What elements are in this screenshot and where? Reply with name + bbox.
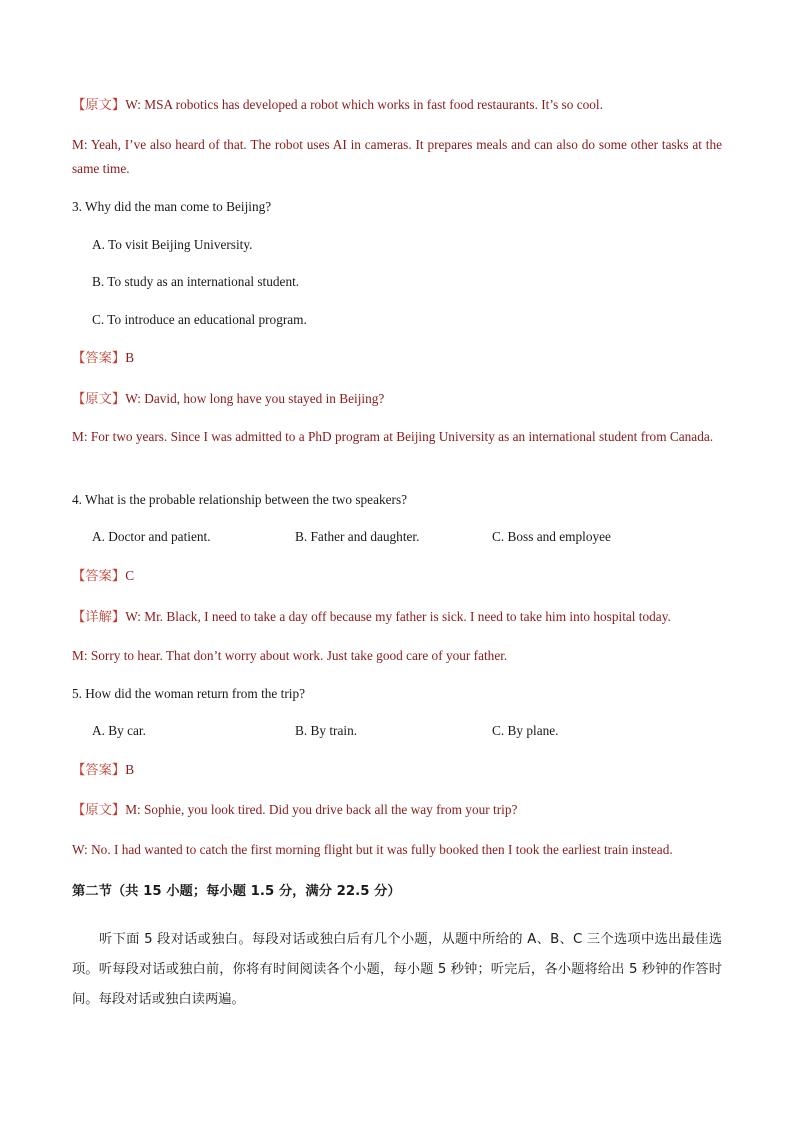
q5-source-w: W: No. I had wanted to catch the first morning flight but it was fully booked then I took the earliest train instead.	[72, 842, 673, 857]
question-3: 3. Why did the man come to Beijing?	[72, 199, 272, 214]
source-tag: 【原文】	[72, 803, 126, 818]
q4-option-a: A. Doctor and patient.	[92, 529, 211, 544]
q3-option-a: A. To visit Beijing University.	[92, 237, 253, 252]
answer-value: B	[125, 350, 135, 365]
section-instructions: 听下面 5 段对话或独白。每段对话或独白后有几个小题，从题中所给的 A、B、C 三个选项中选出最佳选项。听每段对话或独白前，你将有时间阅读各个小题，每小题 5 秒钟；听完后，各小题将给出 5 秒钟的作答时间。每段对话或独白读两遍。	[72, 932, 722, 1007]
source-line-m: M: Yeah, I’ve also heard of that. The robot uses AI in cameras. It prepares meals and can also do some other tasks at the same time.	[72, 137, 722, 176]
answer-tag: 【答案】	[72, 763, 126, 778]
q3-source-w	[72, 390, 384, 409]
source-tag: 【原文】	[72, 98, 126, 113]
q3-source-m: M: For two years. Since I was admitted to a PhD program at Beijing University as an international student from Canada.	[72, 429, 714, 444]
source-tag: 【原文】	[72, 392, 126, 407]
q5-answer	[72, 761, 134, 780]
q5-option-a: A. By car.	[92, 723, 146, 738]
answer-tag: 【答案】	[72, 569, 126, 584]
source-text: W: MSA robotics has developed a robot which works in fast food restaurants. It’s so cool.	[125, 97, 603, 112]
source-text: M: Sophie, you look tired. Did you drive back all the way from your trip?	[125, 802, 518, 817]
q3-answer	[72, 349, 134, 368]
q4-option-b: B. Father and daughter.	[295, 529, 420, 544]
detail-tag: 【详解】	[72, 610, 126, 625]
section-heading: 第二节（共 15 小题；每小题 1.5 分，满分 22.5 分）	[72, 884, 401, 899]
q3-option-c: C. To introduce an educational program.	[92, 312, 307, 327]
q5-option-b: B. By train.	[295, 723, 358, 738]
source-text: W: David, how long have you stayed in Beijing?	[125, 391, 385, 406]
q4-detail-w	[72, 608, 671, 627]
q4-option-c: C. Boss and employee	[492, 529, 611, 544]
answer-tag: 【答案】	[72, 351, 126, 366]
q3-option-b: B. To study as an international student.	[92, 274, 300, 289]
q4-detail-m: M: Sorry to hear. That don’t worry about work. Just take good care of your father.	[72, 648, 508, 663]
answer-value: C	[125, 568, 135, 583]
question-5: 5. How did the woman return from the trip?	[72, 686, 306, 701]
detail-text: W: Mr. Black, I need to take a day off because my father is sick. I need to take him into hospital today.	[125, 609, 671, 624]
answer-value: B	[125, 762, 135, 777]
source-line-w	[72, 96, 603, 115]
q4-answer	[72, 567, 134, 586]
q5-source-m	[72, 801, 517, 820]
q5-option-c: C. By plane.	[492, 723, 559, 738]
question-4: 4. What is the probable relationship between the two speakers?	[72, 492, 408, 507]
